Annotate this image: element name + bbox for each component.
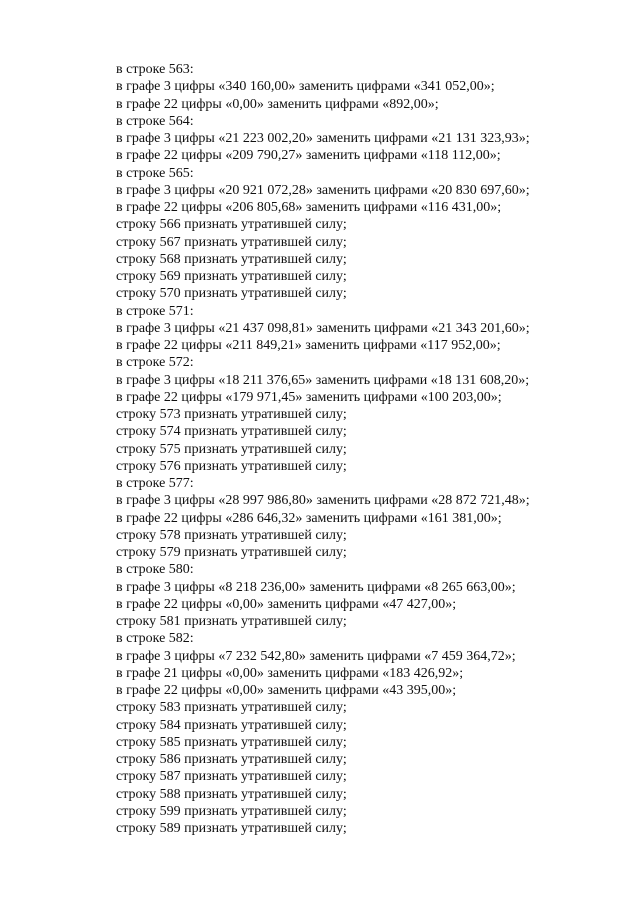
repeal-line: строку 581 признать утратившей силу;: [116, 614, 347, 629]
repeal-line: строку 578 признать утратившей силу;: [116, 527, 347, 543]
section-heading: в строке 564:: [116, 113, 194, 129]
repeal-line: строку 579 признать утратившей силу;: [116, 545, 347, 560]
repeal-line: строку 575 признать утратившей силу;: [116, 441, 347, 457]
repeal-line: строку 586 признать утратившей силу;: [116, 752, 347, 767]
amendment-line: в графе 22 цифры «209 790,27» заменить цифрами «118 112,00»;: [116, 148, 501, 164]
amendment-line: в графе 22 цифры «211 849,21» заменить цифрами «117 952,00»;: [116, 338, 501, 353]
section-heading: в строке 580:: [116, 562, 194, 578]
amendment-line: в графе 3 цифры «340 160,00» заменить цифрами «341 052,00»;: [116, 79, 495, 95]
repeal-line: строку 573 признать утратившей силу;: [116, 407, 347, 422]
amendment-line: в графе 22 цифры «0,00» заменить цифрами «43 395,00»;: [116, 683, 457, 698]
repeal-line: строку 588 признать утратившей силу;: [116, 786, 347, 802]
section-heading: в строке 577:: [116, 476, 194, 491]
amendment-line: в графе 3 цифры «7 232 542,80» заменить цифрами «7 459 364,72»;: [116, 648, 516, 664]
amendment-line: в графе 3 цифры «28 997 986,80» заменить цифрами «28 872 721,48»;: [116, 493, 530, 509]
amendment-line: в графе 3 цифры «21 223 002,20» заменить цифрами «21 131 323,93»;: [116, 131, 530, 146]
amendment-line: в графе 3 цифры «8 218 236,00» заменить цифрами «8 265 663,00»;: [116, 579, 516, 595]
repeal-line: строку 587 признать утратившей силу;: [116, 769, 347, 785]
amendment-line: в графе 22 цифры «179 971,45» заменить цифрами «100 203,00»;: [116, 389, 502, 405]
amendment-line: в графе 22 цифры «0,00» заменить цифрами «892,00»;: [116, 96, 439, 112]
repeal-line: строку 583 признать утратившей силу;: [116, 700, 347, 716]
repeal-line: строку 585 признать утратившей силу;: [116, 734, 347, 750]
amendment-list: [116, 61, 530, 837]
amendment-line: в графе 21 цифры «0,00» заменить цифрами «183 426,92»;: [116, 665, 464, 681]
repeal-line: строку 568 признать утратившей силу;: [116, 251, 347, 267]
repeal-line: строку 574 признать утратившей силу;: [116, 424, 347, 440]
amendment-line: в графе 22 цифры «0,00» заменить цифрами «47 427,00»;: [116, 596, 457, 612]
repeal-line: строку 569 признать утратившей силу;: [116, 269, 347, 284]
repeal-line: строку 566 признать утратившей силу;: [116, 217, 347, 233]
amendment-line: в графе 3 цифры «20 921 072,28» заменить цифрами «20 830 697,60»;: [116, 182, 530, 198]
section-heading: в строке 571:: [116, 303, 194, 319]
repeal-line: строку 599 признать утратившей силу;: [116, 803, 347, 819]
amendment-line: в графе 3 цифры «18 211 376,65» заменить цифрами «18 131 608,20»;: [116, 372, 530, 388]
section-heading: в строке 582:: [116, 631, 194, 647]
repeal-line: строку 570 признать утратившей силу;: [116, 286, 347, 302]
amendment-line: в графе 22 цифры «206 805,68» заменить цифрами «116 431,00»;: [116, 200, 502, 215]
section-heading: в строке 565:: [116, 165, 194, 181]
repeal-line: строку 589 признать утратившей силу;: [116, 821, 347, 836]
amendment-line: в графе 3 цифры «21 437 098,81» заменить цифрами «21 343 201,60»;: [116, 320, 530, 336]
repeal-line: строку 584 признать утратившей силу;: [116, 717, 347, 733]
repeal-line: строку 567 признать утратившей силу;: [116, 234, 347, 250]
amendment-line: в графе 22 цифры «286 646,32» заменить цифрами «161 381,00»;: [116, 510, 502, 526]
section-heading: в строке 572:: [116, 355, 194, 371]
section-heading: в строке 563:: [116, 62, 194, 77]
repeal-line: строку 576 признать утратившей силу;: [116, 458, 347, 474]
